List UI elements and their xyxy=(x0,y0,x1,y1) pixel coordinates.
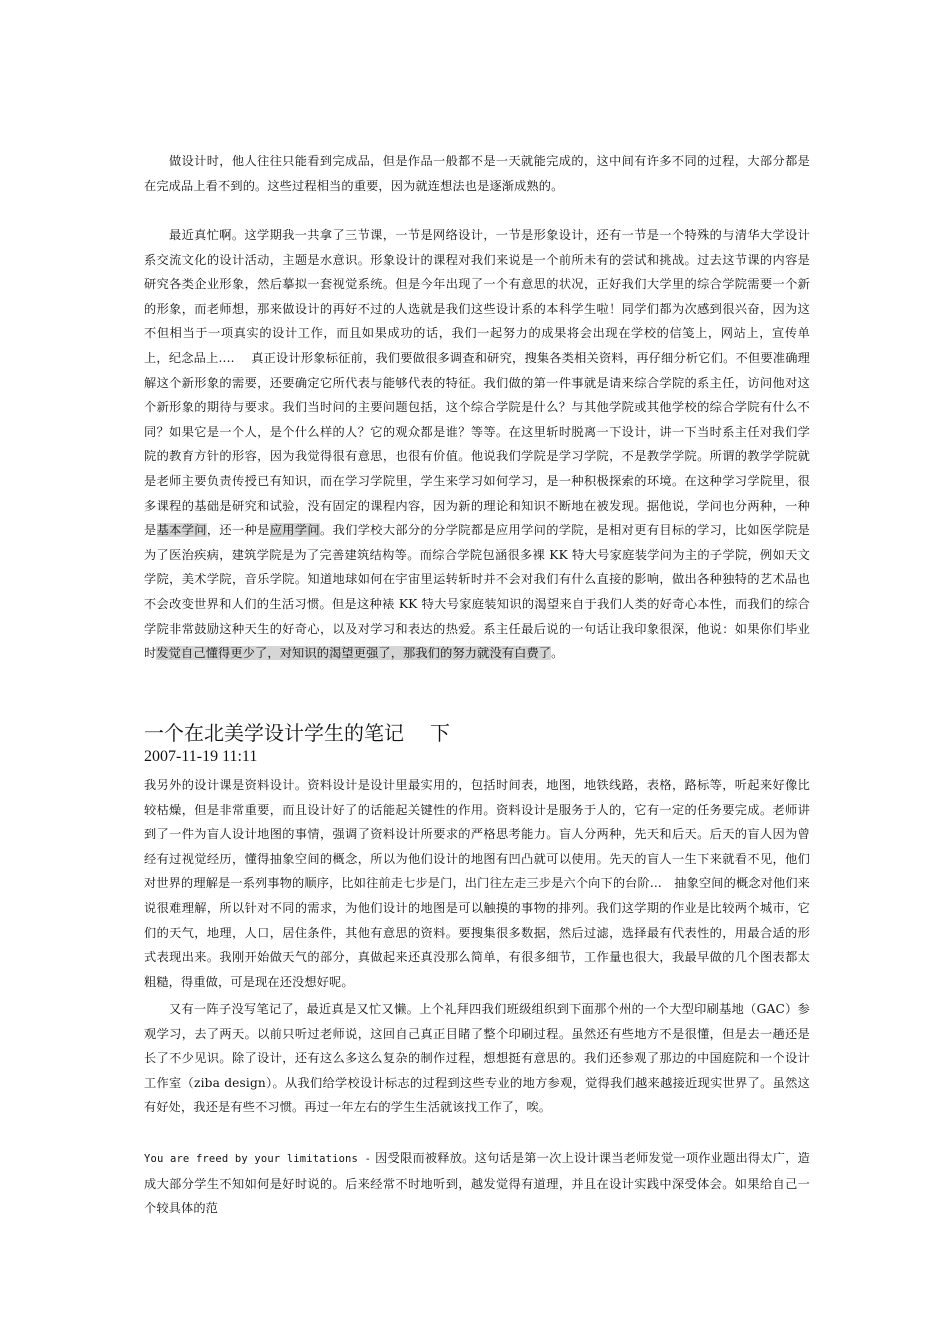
article-title xyxy=(144,720,450,746)
highlight-applied-knowledge: 应用学问 xyxy=(269,523,320,538)
paragraph-design-process: 做设计时，他人往往只能看到完成品，但是作品一般都不是一天就能完成的，这中间有许多不同的过程，大部分都是在完成品上看不到的。这些过程相当的重要，因为就连想法也是逐渐成熟的。 xyxy=(144,154,810,193)
paragraph-text: 。 xyxy=(551,646,564,661)
article-title-suffix: 下 xyxy=(430,721,450,745)
highlight-dean-quote: 发觉自己懂得更少了，对知识的渴望更强了，那我们的努力就没有白费了 xyxy=(156,646,552,661)
paragraph-text: 最近真忙啊。这学期我一共拿了三节课，一节是网络设计，一节是形象设计，还有一节是一个特殊的与清华大学设计系交流文化的设计活动，主题是水意识。形象设计的课程对我们来说是一个前所未有的尝试和挑战。过去这节课的内容是研究各类企业形象，然后摹拟一套视觉系统。但是今年出现了一个有意思的状况，正好我们大学里的综合学院需要一个新的形象，而老师想，那来做设计的再好不过的人选就是我们这些设计系的本科学生啦！同学们都为次感到很兴奋，因为这不但相当于一项真实的设计工作，而且如果成功的话，我们一起努力的成果将会出现在学校的信笺上，网站上，宣传单上，纪念品上.... 真正设计形象标征前，我们要做很多调查和研究，搜集各类相关资料，再仔细分析它们。不但要准确理解这个新形象的需要，还要确定它所代表与能够代表的特征。我们做的第一件事就是请来综合学院的系主任，访问他对这个新形象的期待与要求。我们当时问的主要问题包括，这个综合学院是什么？与其他学院或其他学校的综合学院有什么不同？如果它是一个人，是个什么样的人？它的观众都是谁？等等。在这里斩时脱离一下设计，讲一下当时系主任对我们学院的教育方针的形容，因为我觉得很有意思，也很有价值。他说我们学院是学习学院，不是教学学院。所谓的教学学院就是老师主要负责传授已有知识，而在学习学院里，学生来学习如何学习，是一种积极探索的环境。在这种学习学院里，很多课程的基础是研究和试验，没有固定的课程内容，因为新的理论和知识不断地在被发现。据他说，学问也分两种，一种是 xyxy=(144,228,810,538)
paragraph-text: 。我们学校大部分的分学院都是应用学问的学院，是相对更有目标的学习，比如医学院是为了医治疾病，建筑学院是为了完善建筑结构等。而综合学院包涵很多裸 KK 特大号家庭装学问为主的子学院，例如天文学院，美术学院，音乐学院。知道地球如何在宇宙里运转斩时并不会对我们有什么直接的影响，做出各种独特的艺术品也不会改变世界和人们的生活习惯。但是这种裱 KK 特大号家庭装知识的渴望来自于我们人类的好奇心本性，而我们的综合学院非常鼓励这种天生的好奇心，以及对学习和表达的热爱。系主任最后说的一句话让我印象很深，他说：如果你们毕业时 xyxy=(144,523,810,661)
article-date: 2007-11-19 11:11 xyxy=(144,748,258,765)
paragraph-text: 因受限而被释放。这句话是第一次上设计课当老师发觉一项作业题出得太广，造成大部分学生不知如何是好时说的。后来经常不时地听到，越发觉得有道理，并且在设计实践中深受体会。如果给自己一个较具体的范 xyxy=(144,1151,810,1216)
paragraph-text: ，还一种是 xyxy=(206,523,270,538)
english-quote: You are freed by your limitations - xyxy=(144,1153,372,1165)
paragraph-printing-visit: 又有一阵子没写笔记了，最近真是又忙又懒。上个礼拜四我们班级组织到下面那个州的一个大型印刷基地（GAC）参观学习，去了两天。以前只听过老师说，这回自己真正目睹了整个印刷过程。虽然还有些地方不是很懂，但是去一趟还是长了不少见识。除了设计，还有这么多这么复杂的制作过程，想想挺有意思的。我们还参观了那边的中国庭院和一个设计工作室（ziba design）。从我们给学校设计标志的过程到这些专业的地方参观，觉得我们越来越接近现实世界了。虽然这有好处，我还是有些不习惯。再过一年左右的学生生活就该找工作了，唉。 xyxy=(144,1002,810,1115)
paragraph-limitations xyxy=(144,1146,810,1221)
highlight-basic-knowledge: 基本学问 xyxy=(156,523,207,538)
paragraph-information-design: 我另外的设计课是资料设计。资料设计是设计里最实用的，包括时间表，地图，地铁线路，表格，路标等，听起来好像比较枯燥，但是非常重要，而且设计好了的话能起关键性的作用。资料设计是服务于人的，它有一定的任务要完成。老师讲到了一件为盲人设计地图的事情，强调了资料设计所要求的严格思考能力。盲人分两种，先天和后天。后天的盲人因为曾经有过视觉经历，懂得抽象空间的概念，所以为他们设计的地图有凹凸就可以使用。先天的盲人一生下来就看不见，他们对世界的理解是一系列事物的顺序，比如往前走七步是门，出门往左走三步是六个向下的台阶... 抽象空间的概念对他们来说很难理解，所以针对不同的需求，为他们设计的地图是可以触摸的事物的排列。我们这学期的作业是比较两个城市，它们的天气，地理，人口，居住条件，其他有意思的资料。要搜集很多数据，然后过滤，选择最有代表性的，用最合适的形式表现出来。我刚开始做天气的部分，真做起来还真没那么简单，有很多细节，工作量也很大，我最早做的几个图表都太粗糙，得重做，可是现在还没想好呢。 xyxy=(144,778,810,989)
paragraph-identity-design xyxy=(144,223,810,666)
article-title-text: 一个在北美学设计学生的笔记 xyxy=(144,721,404,745)
